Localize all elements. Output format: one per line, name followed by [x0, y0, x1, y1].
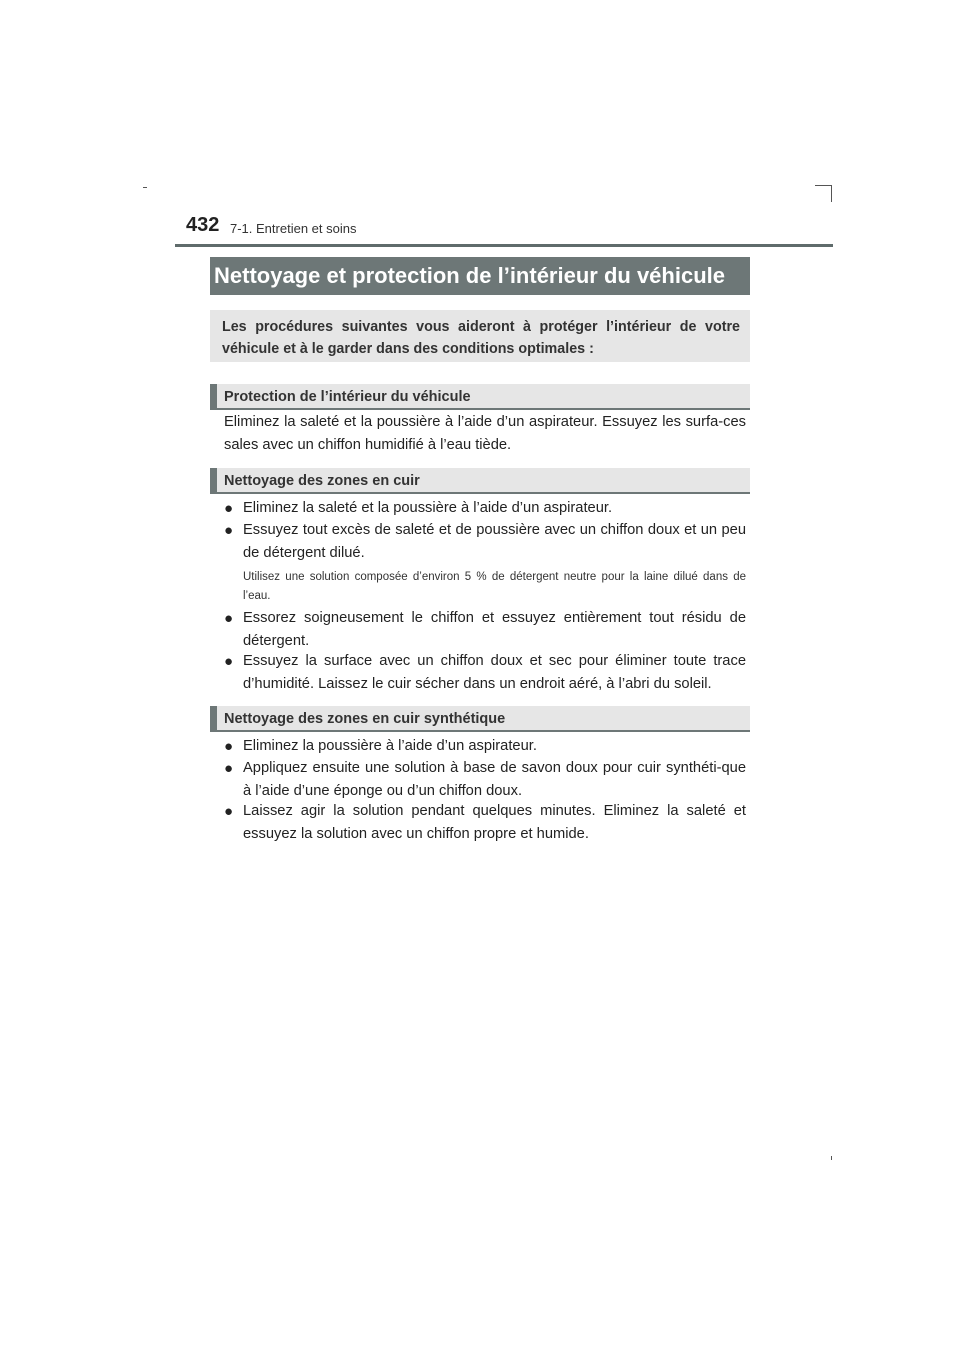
list-item — [224, 800, 746, 846]
bullet-icon: ● — [224, 653, 234, 670]
intro-text: Les procédures suivantes vous aideront à protéger l’intérieur de votre véhicule et à le garder dans des conditions optimales : — [222, 319, 740, 357]
header-rule — [175, 244, 833, 247]
list-item — [224, 757, 746, 803]
paragraph-interior-protection: Eliminez la saleté et la poussière à l’aide d’un aspirateur. Essuyez les surfa-ces sales avec un chiffon humidifié à l’eau tiède. — [224, 414, 746, 453]
bullet-icon: ● — [224, 500, 234, 517]
list-item-text: Essorez soigneusement le chiffon et essuyez entièrement tout résidu de détergent. — [243, 610, 746, 649]
list-item-text: Eliminez la saleté et la poussière à l’aide d’un aspirateur. — [243, 500, 613, 516]
section-title: Nettoyage et protection de l’intérieur du véhicule — [210, 257, 750, 295]
bullet-icon: ● — [224, 738, 234, 755]
intro-box — [210, 310, 750, 362]
bullet-icon: ● — [224, 522, 234, 539]
list-item-text: Essuyez tout excès de saleté et de poussière avec un chiffon doux et un peu de détergent dilué. — [243, 522, 746, 561]
page-number: 432 — [186, 214, 220, 236]
crop-mark-bottom-right — [831, 1156, 832, 1160]
chapter-title: 7-1. Entretien et soins — [230, 221, 357, 236]
crop-mark-top-right-h — [815, 185, 832, 186]
list-item — [224, 497, 746, 520]
list-item — [224, 519, 746, 565]
bullet-icon: ● — [224, 610, 234, 627]
subheading-interior-protection: Protection de l’intérieur du véhicule — [210, 384, 750, 410]
crop-mark-top-right-v — [831, 185, 832, 202]
list-item-text: Laissez agir la solution pendant quelques minutes. Eliminez la saleté et essuyez la solution avec un chiffon propre et humide. — [243, 803, 746, 842]
list-item-text: Appliquez ensuite une solution à base de savon doux pour cuir synthéti-que à l’aide d’une éponge ou d’un chiffon doux. — [243, 760, 746, 799]
list-item — [224, 650, 746, 696]
bullet-icon: ● — [224, 803, 234, 820]
bullet-icon: ● — [224, 760, 234, 777]
note-text: Utilisez une solution composée d’environ 5 % de détergent neutre pour la laine dilué dans de l’eau. — [243, 571, 746, 602]
subheading-leather: Nettoyage des zones en cuir — [210, 468, 750, 494]
list-item-text: Essuyez la surface avec un chiffon doux et sec pour éliminer toute trace d’humidité. Laissez le cuir sécher dans un endroit aéré, à l’abri du soleil. — [243, 653, 746, 692]
list-item — [224, 735, 746, 758]
subheading-synthetic-leather: Nettoyage des zones en cuir synthétique — [210, 706, 750, 732]
crop-mark-top-left — [143, 187, 147, 188]
list-item-text: Eliminez la poussière à l’aide d’un aspirateur. — [243, 738, 537, 754]
list-item — [224, 607, 746, 653]
